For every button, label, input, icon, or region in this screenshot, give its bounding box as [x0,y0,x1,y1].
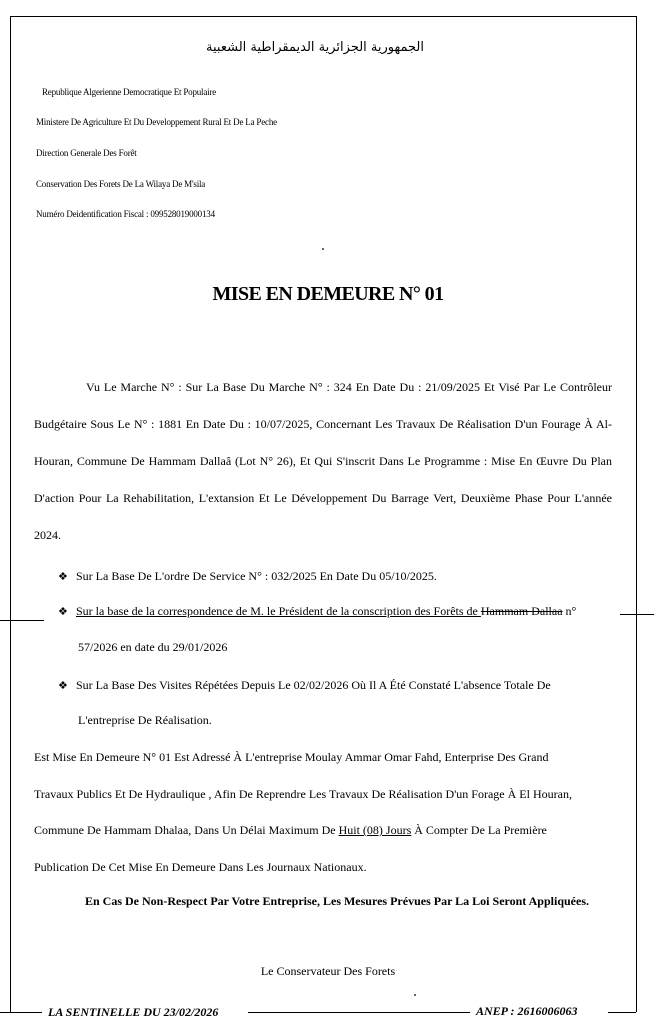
deadline-text: Huit (08) Jours [338,823,412,837]
diamond-bullet-icon: ❖ [58,605,68,618]
bullet-visits: ❖ Sur La Base Des Visites Répétées Depuis Le 02/02/2026 Où Il A Été Constaté L'absence Totale De [58,678,551,692]
footer-rule-left [0,1012,42,1013]
signature-line: Le Conservateur Des Forets [260,964,396,978]
header-line-republic: Republique Algerienne Democratique Et Populaire [42,87,217,97]
header-line-fiscal-id: Numéro Deidentification Fiscal : 099528019000134 [36,209,215,219]
page-frame-right [636,16,637,1012]
footer-newspaper: LA SENTINELLE DU 23/02/2026 [48,1005,219,1019]
closing-statement: En Cas De Non-Respect Par Votre Entreprise, Les Mesures Prévues Par La Loi Seront Appliquées. [85,894,589,908]
bullet-correspondence-cont: 57/2026 en date du 29/01/2026 [78,640,228,654]
scan-speck [322,248,324,250]
body-line-4: Publication De Cet Mise En Demeure Dans Les Journaux Nationaux. [34,860,367,874]
margin-mark-right [620,614,654,615]
bullet-service-order: ❖ Sur La Base De L'ordre De Service N° : 032/2025 En Date Du 05/10/2025. [58,569,437,583]
arabic-header: الجمهورية الجزائرية الديمقراطية الشعبية [206,40,424,55]
paragraph-market: Vu Le Marche N° : Sur La Base Du Marche N° : 324 En Date Du : 21/09/2025 Et Visé Par Le Contrôleur Budgétaire Sous Le N° : 1881 En Date Du : 10/07/2025, Concernant Les Travaux De Réalisation D'un Fourage À Al-Houran, Commune De Hammam Dallaâ (Lot N° 26), Et Qui S'inscrit Dans Le Programme : Mise En Œuvre Du Plan D'action Pour La Rehabilitation, L'extansion Et Le Développement Du Barrage Vert, Deuxième Phase Pour L'année 2024. [34,380,612,542]
footer-rule-right [608,1012,636,1013]
margin-mark-left [0,620,44,621]
page-frame-top [10,16,637,17]
footer-rule-middle [248,1012,470,1013]
body-line-3: Commune De Hammam Dhalaa, Dans Un Délai Maximum De Huit (08) Jours À Compter De La Première [34,823,547,837]
bullet-correspondence: ❖ Sur la base de la correspondence de M. le Président de la conscription des Forêts de Hammam Dallaa n° [58,604,577,618]
header-line-conservation: Conservation Des Forets De La Wilaya De M'sila [36,179,206,189]
bullet-visits-cont: L'entreprise De Réalisation. [78,713,212,727]
diamond-bullet-icon: ❖ [58,679,68,692]
scan-speck [414,994,416,996]
document-title: MISE EN DEMEURE N° 01 [212,283,444,305]
footer-anep: ANEP : 2616006063 [476,1004,578,1018]
header-line-direction: Direction Generale Des Forêt [36,148,137,158]
header-line-ministry: Ministere De Agriculture Et Du Developpement Rural Et De La Peche [36,117,277,127]
page-frame-left [10,16,11,1012]
body-line-2: Travaux Publics Et De Hydraulique , Afin De Reprendre Les Travaux De Réalisation D'un Forage À El Houran, [34,787,572,801]
body-line-1: Est Mise En Demeure N° 01 Est Adressé À L'entreprise Moulay Ammar Omar Fahd, Enterprise Des Grand [34,750,549,764]
diamond-bullet-icon: ❖ [58,570,68,583]
